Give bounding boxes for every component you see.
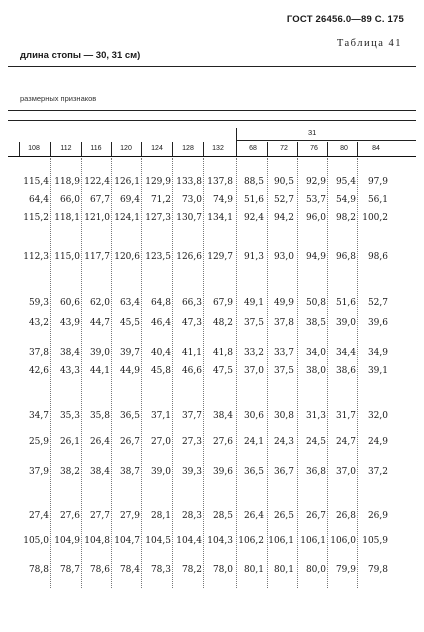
- table-cell: 52,7: [367, 298, 388, 308]
- table-cell: 100,2: [362, 213, 388, 223]
- column-divider: [236, 142, 237, 156]
- table-cell: 56,1: [367, 195, 388, 205]
- table-cell: 115,4: [23, 177, 49, 187]
- table-cell: 106,1: [300, 536, 326, 546]
- table-cell: 26,4: [89, 437, 110, 447]
- table-cell: 26,1: [59, 437, 80, 447]
- table-cell: 104,8: [84, 536, 110, 546]
- table-cell: 39,3: [181, 467, 202, 477]
- rule-2: [8, 120, 416, 121]
- table-cell: 49,1: [243, 298, 264, 308]
- column-header: 128: [182, 145, 194, 152]
- table-cell: 121,0: [84, 213, 110, 223]
- table-row: [0, 252, 424, 264]
- table-cell: 118,9: [54, 177, 80, 187]
- column-header: 72: [280, 145, 288, 152]
- table-cell: 71,2: [150, 195, 171, 205]
- table-cell: 40,4: [150, 348, 171, 358]
- table-cell: 39,0: [150, 467, 171, 477]
- column-header: 116: [90, 145, 102, 152]
- table-cell: 37,2: [367, 467, 388, 477]
- table-cell: 37,9: [28, 467, 49, 477]
- table-cell: 27,9: [119, 511, 140, 521]
- table-cell: 36,5: [119, 411, 140, 421]
- table-cell: 50,8: [305, 298, 326, 308]
- table-cell: 49,9: [273, 298, 294, 308]
- table-cell: 98,2: [335, 213, 356, 223]
- table-row: [0, 511, 424, 523]
- table-cell: 34,7: [28, 411, 49, 421]
- table-cell: 90,5: [273, 177, 294, 187]
- table-cell: 106,0: [330, 536, 356, 546]
- table-cell: 28,1: [150, 511, 171, 521]
- table-cell: 88,5: [243, 177, 264, 187]
- column-divider: [357, 142, 358, 156]
- table-cell: 26,5: [273, 511, 294, 521]
- table-cell: 28,5: [212, 511, 233, 521]
- table-row: [0, 411, 424, 423]
- table-cell: 34,9: [367, 348, 388, 358]
- table-cell: 80,1: [273, 565, 294, 575]
- table-cell: 30,8: [273, 411, 294, 421]
- table-cell: 27,6: [212, 437, 233, 447]
- table-row: [0, 348, 424, 360]
- table-cell: 105,0: [23, 536, 49, 546]
- table-cell: 126,1: [114, 177, 140, 187]
- table-cell: 79,8: [367, 565, 388, 575]
- table-cell: 124,1: [114, 213, 140, 223]
- table-cell: 39,0: [335, 318, 356, 328]
- column-header: 124: [151, 145, 163, 152]
- table-cell: 112,3: [23, 252, 49, 262]
- column-header: 120: [120, 145, 132, 152]
- table-cell: 80,1: [243, 565, 264, 575]
- table-cell: 104,4: [176, 536, 202, 546]
- column-divider: [81, 142, 82, 156]
- table-cell: 80,0: [305, 565, 326, 575]
- table-cell: 96,8: [335, 252, 356, 262]
- table-cell: 27,0: [150, 437, 171, 447]
- table-cell: 25,9: [28, 437, 49, 447]
- table-cell: 74,9: [212, 195, 233, 205]
- column-header: 132: [212, 145, 224, 152]
- table-cell: 92,4: [243, 213, 264, 223]
- table-cell: 24,9: [367, 437, 388, 447]
- parameter-label: размерных признаков: [20, 94, 97, 103]
- table-cell: 39,7: [119, 348, 140, 358]
- table-cell: 24,3: [273, 437, 294, 447]
- column-header: 108: [28, 145, 40, 152]
- table-cell: 64,4: [28, 195, 49, 205]
- table-cell: 30,6: [243, 411, 264, 421]
- table-cell: 106,1: [268, 536, 294, 546]
- table-cell: 47,3: [181, 318, 202, 328]
- table-cell: 59,3: [28, 298, 49, 308]
- table-cell: 105,9: [362, 536, 388, 546]
- table-cell: 94,9: [305, 252, 326, 262]
- column-divider: [327, 142, 328, 156]
- table-cell: 37,0: [243, 366, 264, 376]
- table-cell: 97,9: [367, 177, 388, 187]
- table-cell: 31,3: [305, 411, 326, 421]
- table-cell: 78,6: [89, 565, 110, 575]
- table-cell: 38,7: [119, 467, 140, 477]
- table-cell: 27,6: [59, 511, 80, 521]
- table-cell: 115,0: [54, 252, 80, 262]
- table-cell: 27,7: [89, 511, 110, 521]
- group-divider: [236, 128, 237, 142]
- table-cell: 42,6: [28, 366, 49, 376]
- table-cell: 26,8: [335, 511, 356, 521]
- table-cell: 95,4: [335, 177, 356, 187]
- rule-top: [8, 66, 416, 67]
- table-cell: 28,3: [181, 511, 202, 521]
- table-cell: 37,8: [28, 348, 49, 358]
- table-row: [0, 536, 424, 548]
- table-cell: 127,3: [145, 213, 171, 223]
- table-cell: 36,8: [305, 467, 326, 477]
- table-cell: 69,4: [119, 195, 140, 205]
- table-cell: 44,9: [119, 366, 140, 376]
- table-cell: 51,6: [335, 298, 356, 308]
- table-cell: 44,7: [89, 318, 110, 328]
- table-cell: 51,6: [243, 195, 264, 205]
- column-divider: [267, 142, 268, 156]
- table-subtitle: длина стопы — 30, 31 см): [20, 50, 141, 61]
- table-cell: 46,6: [181, 366, 202, 376]
- table-cell: 115,2: [23, 213, 49, 223]
- group-label: 31: [308, 128, 317, 137]
- table-cell: 26,7: [119, 437, 140, 447]
- table-row: [0, 195, 424, 207]
- table-cell: 78,4: [119, 565, 140, 575]
- column-divider: [172, 142, 173, 156]
- table-cell: 137,8: [207, 177, 233, 187]
- table-cell: 38,6: [335, 366, 356, 376]
- table-cell: 38,4: [59, 348, 80, 358]
- table-cell: 44,1: [89, 366, 110, 376]
- table-cell: 126,6: [176, 252, 202, 262]
- table-cell: 78,0: [212, 565, 233, 575]
- column-header: 76: [310, 145, 318, 152]
- table-cell: 34,4: [335, 348, 356, 358]
- table-cell: 120,6: [114, 252, 140, 262]
- table-cell: 24,5: [305, 437, 326, 447]
- table-cell: 35,8: [89, 411, 110, 421]
- table-cell: 117,7: [84, 252, 110, 262]
- table-cell: 34,0: [305, 348, 326, 358]
- table-cell: 53,7: [305, 195, 326, 205]
- table-cell: 41,8: [212, 348, 233, 358]
- table-cell: 104,5: [145, 536, 171, 546]
- table-cell: 52,7: [273, 195, 294, 205]
- table-cell: 39,0: [89, 348, 110, 358]
- column-divider: [203, 142, 204, 156]
- table-cell: 104,3: [207, 536, 233, 546]
- table-cell: 37,5: [273, 366, 294, 376]
- table-cell: 24,1: [243, 437, 264, 447]
- table-cell: 24,7: [335, 437, 356, 447]
- table-cell: 130,7: [176, 213, 202, 223]
- table-cell: 78,3: [150, 565, 171, 575]
- table-cell: 78,2: [181, 565, 202, 575]
- table-cell: 64,8: [150, 298, 171, 308]
- rule-group: [236, 140, 416, 141]
- table-cell: 63,4: [119, 298, 140, 308]
- table-cell: 78,7: [59, 565, 80, 575]
- column-divider: [19, 142, 20, 156]
- table-cell: 123,5: [145, 252, 171, 262]
- table-cell: 36,5: [243, 467, 264, 477]
- table-cell: 43,3: [59, 366, 80, 376]
- table-row: [0, 298, 424, 310]
- table-cell: 43,9: [59, 318, 80, 328]
- table-cell: 46,4: [150, 318, 171, 328]
- table-cell: 47,5: [212, 366, 233, 376]
- table-cell: 38,2: [59, 467, 80, 477]
- table-cell: 48,2: [212, 318, 233, 328]
- table-cell: 26,7: [305, 511, 326, 521]
- table-cell: 66,0: [59, 195, 80, 205]
- table-cell: 37,1: [150, 411, 171, 421]
- table-cell: 38,4: [212, 411, 233, 421]
- table-cell: 79,9: [335, 565, 356, 575]
- table-cell: 32,0: [367, 411, 388, 421]
- table-row: [0, 213, 424, 225]
- table-cell: 39,6: [212, 467, 233, 477]
- table-cell: 73,0: [181, 195, 202, 205]
- table-row: [0, 366, 424, 378]
- table-title: Таблица 41: [336, 38, 402, 49]
- table-cell: 133,8: [176, 177, 202, 187]
- table-cell: 122,4: [84, 177, 110, 187]
- table-cell: 33,7: [273, 348, 294, 358]
- table-cell: 26,4: [243, 511, 264, 521]
- table-cell: 67,9: [212, 298, 233, 308]
- table-cell: 39,1: [367, 366, 388, 376]
- table-cell: 60,6: [59, 298, 80, 308]
- table-cell: 98,6: [367, 252, 388, 262]
- table-cell: 104,9: [54, 536, 80, 546]
- table-cell: 38,0: [305, 366, 326, 376]
- column-header: 84: [372, 145, 380, 152]
- rule-1: [8, 110, 416, 111]
- table-cell: 41,1: [181, 348, 202, 358]
- table-cell: 39,6: [367, 318, 388, 328]
- column-header: 112: [60, 145, 72, 152]
- table-row: [0, 437, 424, 449]
- table-cell: 37,5: [243, 318, 264, 328]
- table-row: [0, 318, 424, 330]
- column-header: 68: [249, 145, 257, 152]
- rule-header-bottom: [8, 156, 416, 157]
- table-cell: 129,9: [145, 177, 171, 187]
- table-row: [0, 467, 424, 479]
- table-cell: 106,2: [238, 536, 264, 546]
- table-row: [0, 177, 424, 189]
- table-cell: 96,0: [305, 213, 326, 223]
- table-cell: 78,8: [28, 565, 49, 575]
- table-cell: 54,9: [335, 195, 356, 205]
- table-cell: 91,3: [243, 252, 264, 262]
- table-cell: 92,9: [305, 177, 326, 187]
- table-cell: 118,1: [54, 213, 80, 223]
- table-cell: 93,0: [273, 252, 294, 262]
- table-cell: 62,0: [89, 298, 110, 308]
- table-cell: 43,2: [28, 318, 49, 328]
- table-cell: 94,2: [273, 213, 294, 223]
- table-cell: 33,2: [243, 348, 264, 358]
- table-cell: 37,7: [181, 411, 202, 421]
- table-cell: 35,3: [59, 411, 80, 421]
- table-cell: 27,3: [181, 437, 202, 447]
- table-cell: 129,7: [207, 252, 233, 262]
- table-cell: 31,7: [335, 411, 356, 421]
- table-row: [0, 565, 424, 577]
- column-divider: [141, 142, 142, 156]
- column-divider: [50, 142, 51, 156]
- table-cell: 37,8: [273, 318, 294, 328]
- column-divider: [297, 142, 298, 156]
- table-cell: 38,4: [89, 467, 110, 477]
- table-cell: 104,7: [114, 536, 140, 546]
- table-cell: 45,8: [150, 366, 171, 376]
- table-cell: 67,7: [89, 195, 110, 205]
- table-cell: 66,3: [181, 298, 202, 308]
- column-divider: [111, 142, 112, 156]
- table-cell: 36,7: [273, 467, 294, 477]
- table-cell: 26,9: [367, 511, 388, 521]
- table-cell: 37,0: [335, 467, 356, 477]
- page-header: ГОСТ 26456.0—89 С. 175: [286, 14, 404, 25]
- table-cell: 45,5: [119, 318, 140, 328]
- column-header: 80: [340, 145, 348, 152]
- table-cell: 27,4: [28, 511, 49, 521]
- table-cell: 134,1: [207, 213, 233, 223]
- table-cell: 38,5: [305, 318, 326, 328]
